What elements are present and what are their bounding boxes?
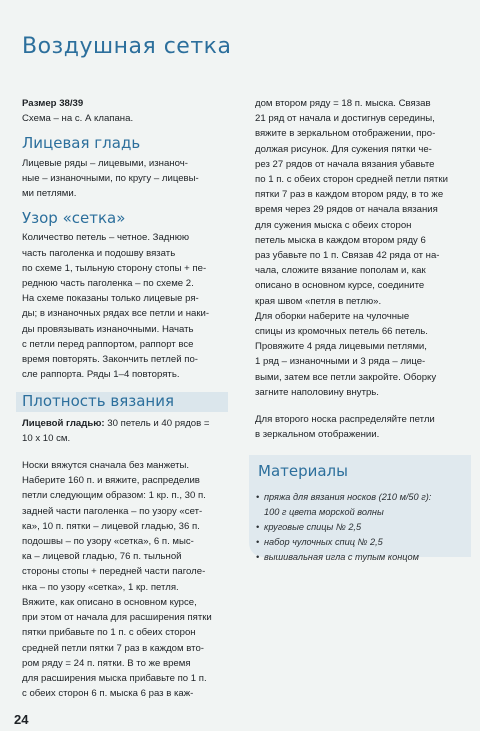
text-line: петель мыска в каждом втором ряду 6 [255, 234, 426, 246]
text-line: при этом от начала для расширения пятки [22, 612, 212, 624]
text-line: Для второго носка распределяйте петли [255, 414, 435, 426]
text-line: нка – по узору «сетка», 1 кр. петля. [22, 581, 179, 593]
text-line: часть паголенка и подошву вязать [22, 247, 176, 259]
stocking-stitch-heading: Лицевая гладь [22, 134, 141, 153]
gauge-heading: Плотность вязания [16, 392, 228, 411]
text-line: 1 ряд – изнаночными и 3 ряда – лице- [255, 356, 426, 368]
text-line: Наберите 160 п. и вяжите, распределив [22, 475, 200, 487]
scheme-note: Схема – на с. А клапана. [22, 113, 134, 125]
text-line: время через 29 рядов от начала вязания [255, 204, 438, 216]
mesh-pattern-heading: Узор «сетка» [22, 209, 126, 228]
bullet-icon: • [256, 552, 260, 562]
materials-list [256, 490, 470, 565]
text-line: по схеме 1, тыльную сторону стопы + пе- [22, 262, 207, 274]
text-line: загните наполовину внутрь. [255, 386, 379, 398]
text-line: Вяжите, как описано в основном курсе, [22, 596, 197, 608]
text-line: ми петлями. [22, 188, 77, 200]
text-line: пятки прибавьте по 1 п. с обеих сторон [22, 627, 196, 639]
text-line: Для оборки наберите на чулочные [255, 310, 410, 322]
text-line: 21 ряд от начала и достигнув середины, [255, 113, 435, 125]
list-item: • набор чулочных спиц № 2,5 [256, 535, 470, 550]
page-title: Воздушная сетка [22, 34, 232, 59]
text-line: реднюю часть паголенка – по схеме 2. [22, 278, 194, 290]
text-line: задней части паголенка – по узору «сет- [22, 505, 203, 517]
materials-heading: Материалы [258, 462, 348, 480]
text-line: ды провязывать изнаночными. Начать [22, 323, 194, 335]
text-line: с обеих сторон 6 п. мыска 6 раз в каж- [22, 688, 194, 700]
text-line: чала, сложите вязание пополам и, как [255, 265, 426, 277]
size-label: Размер 38/39 [22, 98, 84, 109]
text-line: рез 27 рядов от начала вязания убавьте [255, 158, 435, 170]
gauge-rest: 30 петель и 40 рядов = [104, 417, 210, 429]
right-column [255, 96, 467, 442]
text-line: с петли перед раппортом, раппорт все [22, 338, 194, 350]
text-line: стороны стопы + передней части паголе- [22, 566, 206, 578]
list-item: 100 г цвета морской волны [264, 507, 384, 517]
text-line: подошвы – по узору «сетка», 6 п. мыс- [22, 536, 194, 548]
text-line: сле раппорта. Ряды 1–4 повторять. [22, 369, 180, 381]
bullet-icon: • [256, 522, 260, 532]
bullet-icon: • [256, 537, 260, 547]
text-line: Провяжите 4 ряда лицевыми петлями, [255, 341, 427, 353]
text-line: по 1 п. с обеих сторон средней петли пятки [255, 174, 448, 186]
text-line: раз убавьте по 1 п. Связав 42 ряда от на- [255, 250, 440, 262]
list-item: • вышивальная игла с тупым концом [256, 550, 470, 565]
bullet-icon: • [256, 492, 260, 502]
text-line: средней петли пятки 7 раз в каждом вто- [22, 642, 204, 654]
text-line: для расширения мыска прибавьте по 1 п. [22, 672, 207, 684]
text-line: дом втором ряду = 18 п. мыска. Связав [255, 98, 431, 109]
text-line: выми, затем все петли закройте. Оборку [255, 371, 437, 383]
text-line: спицы из кромочных петель 66 петель. [255, 326, 428, 338]
list-item: • круговые спицы № 2,5 [256, 520, 470, 535]
text-line: ка – лицевой гладью, 76 п. тыльной [22, 551, 182, 563]
text-line: края швом «петля в петлю». [255, 295, 382, 307]
text-line: время повторять. Закончить петлей по- [22, 354, 198, 366]
text-line: Количество петель – четное. Заднюю [22, 232, 190, 244]
text-line: описано в основном курсе, соедините [255, 280, 425, 292]
text-line: Носки вяжутся сначала без манжеты. [22, 460, 190, 472]
gauge-line [22, 416, 234, 431]
text-line: в зеркальном отображении. [255, 429, 380, 441]
list-item: • пряжа для вязания носков (210 м/50 г): [256, 490, 470, 505]
text-line: для сужения мыска с обеих сторон [255, 219, 412, 231]
page-number: 24 [14, 712, 29, 727]
text-line: пятки 7 раз в каждом втором ряду, в то же [255, 189, 444, 201]
gauge-line-2: 10 х 10 см. [22, 432, 71, 444]
text-line: ка», 10 п. пятки – лицевой гладью, 36 п. [22, 520, 200, 532]
text-line: Лицевые ряды – лицевыми, изнаноч- [22, 157, 188, 169]
text-line: ды; в изнаночных рядах все петли и наки- [22, 308, 210, 320]
text-line: должая рисунок. Для сужения пятки че- [255, 143, 432, 155]
left-column [22, 96, 234, 701]
text-line: ром ряду = 24 п. пятки. В то же время [22, 657, 191, 669]
text-line: вяжите в зеркальном отображении, про- [255, 128, 436, 140]
text-line: петли следующим образом: 1 кр. п., 30 п. [22, 490, 206, 502]
text-line: На схеме показаны только лицевые ря- [22, 293, 199, 305]
gauge-bold: Лицевой гладью: [22, 417, 105, 429]
text-line: ные – изнаночными, по кругу – лицевы- [22, 172, 199, 184]
